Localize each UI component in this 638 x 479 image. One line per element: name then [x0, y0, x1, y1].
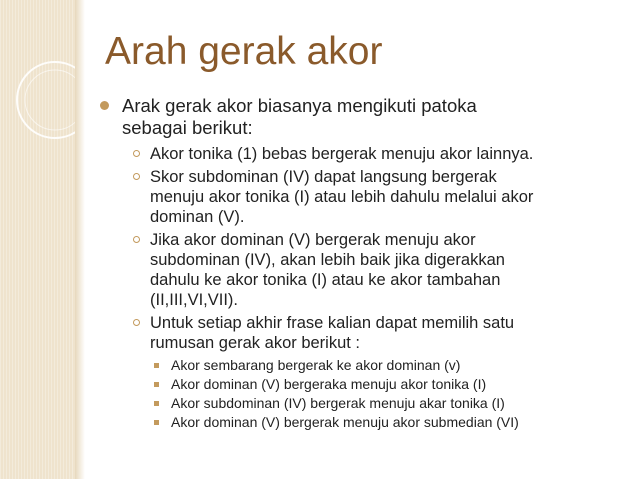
subpoint-text: Akor dominan (V) bergerak menuju akor submedian (VI) — [171, 414, 519, 430]
intro-line: sebagai berikut: — [122, 117, 253, 138]
bullet-ring-icon — [133, 173, 140, 180]
point-text: Jika akor dominan (V) bergerak menuju akor — [150, 231, 476, 249]
point-text: Untuk setiap akhir frase kalian dapat memilih satu — [150, 314, 515, 332]
subpoint-text: Akor dominan (V) bergeraka menuju akor tonika (I) — [171, 376, 487, 392]
list-item — [100, 230, 620, 310]
point-text: subdominan (IV), akan lebih baik jika digerakkan — [150, 251, 505, 269]
intro-line: Arak gerak akor biasanya mengikuti patoka — [122, 95, 477, 116]
subpoint-text: Akor subdominan (IV) bergerak menuju akar tonika (I) — [171, 395, 505, 411]
bullet-dot-icon — [100, 101, 109, 110]
slide-title: Arah gerak akor — [105, 30, 383, 73]
list-item — [100, 313, 620, 353]
sidebar-edge — [75, 0, 85, 479]
bullet-ring-icon — [133, 319, 140, 326]
point-text: Akor tonika (1) bebas bergerak menuju akor lainnya. — [150, 145, 534, 163]
sub-list-item — [100, 375, 620, 394]
decorative-circles — [0, 0, 75, 479]
point-text: Skor subdominan (IV) dapat langsung bergerak — [150, 168, 497, 186]
bullet-square-icon — [154, 420, 159, 425]
bullet-square-icon — [154, 382, 159, 387]
slide-content — [100, 95, 620, 432]
sub-list-item — [100, 413, 620, 432]
bullet-square-icon — [154, 401, 159, 406]
sub-list-item — [100, 394, 620, 413]
list-item — [100, 167, 620, 227]
decorative-sidebar — [0, 0, 75, 479]
list-item — [100, 144, 620, 164]
point-text: dahulu ke akor tonika (I) atau ke akor tambahan — [150, 271, 501, 289]
intro-bullet — [100, 95, 620, 139]
bullet-ring-icon — [133, 150, 140, 157]
subpoint-text: Akor sembarang bergerak ke akor dominan (v) — [171, 357, 461, 373]
point-text: dominan (V). — [150, 208, 245, 226]
sub-list-item — [100, 356, 620, 375]
bullet-ring-icon — [133, 236, 140, 243]
point-text: (II,III,VI,VII). — [150, 291, 239, 309]
bullet-square-icon — [154, 363, 159, 368]
point-text: menuju akor tonika (I) atau lebih dahulu melalui akor — [150, 188, 534, 206]
point-text: rumusan gerak akor berikut : — [150, 334, 361, 352]
